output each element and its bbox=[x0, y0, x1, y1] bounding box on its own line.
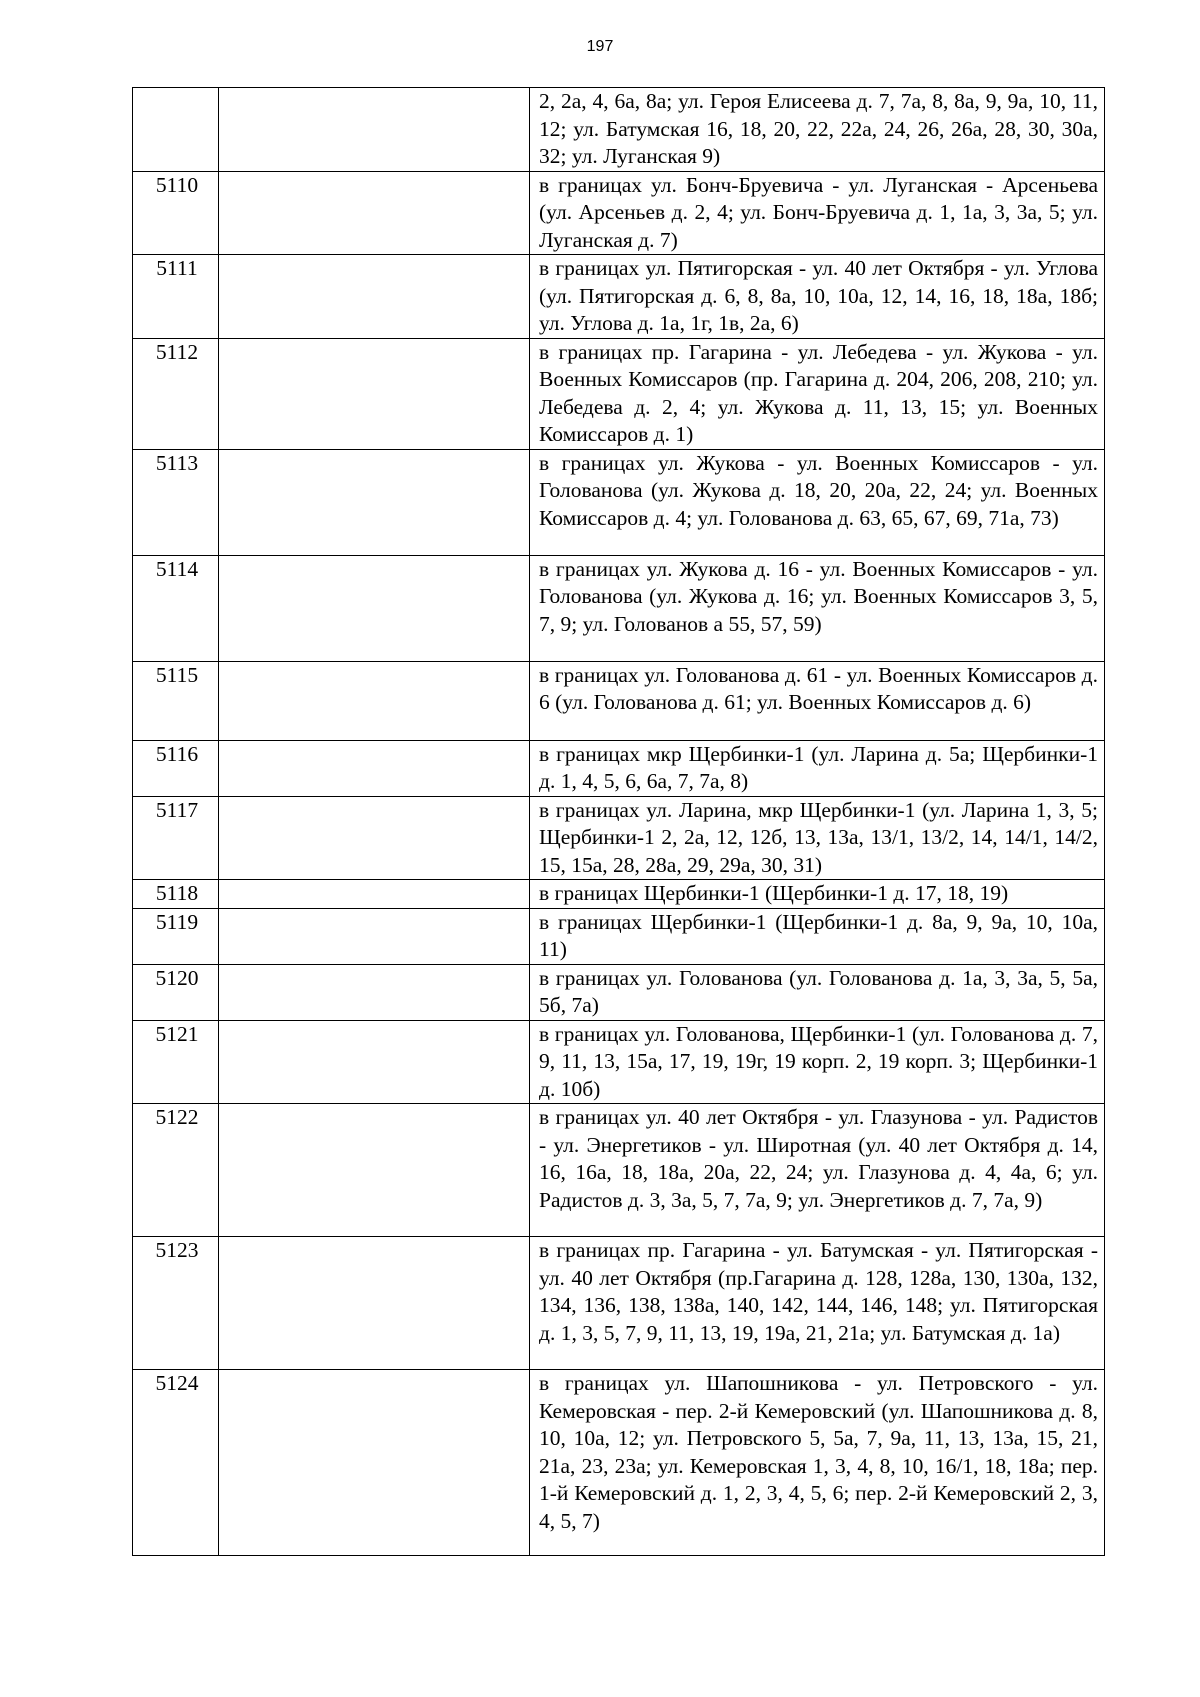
district-number: 5123 bbox=[133, 1237, 219, 1370]
district-number bbox=[133, 88, 219, 172]
district-center bbox=[219, 88, 530, 172]
table-row bbox=[133, 555, 1105, 661]
table-row bbox=[133, 449, 1105, 555]
district-center bbox=[219, 880, 530, 909]
table-row bbox=[133, 796, 1105, 880]
district-center bbox=[219, 255, 530, 339]
table-row bbox=[133, 171, 1105, 255]
district-boundaries: в границах ул. Жукова - ул. Военных Комиссаров - ул. Голованова (ул. Жукова д. 18, 20, 20а, 22, 24; ул. Военных Комиссаров д. 4; ул. Голованова д. 63, 65, 67, 69, 71а, 73) bbox=[530, 449, 1105, 555]
district-number: 5114 bbox=[133, 555, 219, 661]
district-number: 5122 bbox=[133, 1104, 219, 1237]
table-row bbox=[133, 880, 1105, 909]
district-number: 5121 bbox=[133, 1020, 219, 1104]
district-number: 5120 bbox=[133, 964, 219, 1020]
district-center bbox=[219, 661, 530, 740]
district-boundaries: в границах ул. 40 лет Октября - ул. Глазунова - ул. Радистов - ул. Энергетиков - ул. Широтная (ул. 40 лет Октября д. 14, 16, 16а, 18, 18а, 20а, 22, 24; ул. Глазунова д. 4, 4а, 6; ул. Радистов д. 3, 3а, 5, 7, 7а, 9; ул. Энергетиков д. 7, 7а, 9) bbox=[530, 1104, 1105, 1237]
district-center bbox=[219, 964, 530, 1020]
table-row bbox=[133, 255, 1105, 339]
district-number: 5113 bbox=[133, 449, 219, 555]
district-boundaries: в границах Щербинки-1 (Щербинки-1 д. 17, 18, 19) bbox=[530, 880, 1105, 909]
district-boundaries: в границах ул. Бонч-Бруевича - ул. Луганская - Арсеньева (ул. Арсеньев д. 2, 4; ул. Бонч-Бруевича д. 1, 1а, 3, 3а, 5; ул. Луганская д. 7) bbox=[530, 171, 1105, 255]
district-boundaries: в границах ул. Голованова д. 61 - ул. Военных Комиссаров д. 6 (ул. Голованова д. 61; ул. Военных Комиссаров д. 6) bbox=[530, 661, 1105, 740]
table-row bbox=[133, 1370, 1105, 1556]
district-center bbox=[219, 449, 530, 555]
district-boundaries: 2, 2а, 4, 6а, 8а; ул. Героя Елисеева д. 7, 7а, 8, 8а, 9, 9а, 10, 11, 12; ул. Батумская 16, 18, 20, 22, 22а, 24, 26, 26а, 28, 30, 30а, 32; ул. Луганская 9) bbox=[530, 88, 1105, 172]
district-center bbox=[219, 1370, 530, 1556]
district-number: 5118 bbox=[133, 880, 219, 909]
district-number: 5111 bbox=[133, 255, 219, 339]
district-number: 5124 bbox=[133, 1370, 219, 1556]
district-number: 5110 bbox=[133, 171, 219, 255]
page-number: 197 bbox=[586, 38, 614, 55]
table-row bbox=[133, 338, 1105, 449]
district-center bbox=[219, 908, 530, 964]
table-row bbox=[133, 88, 1105, 172]
district-center bbox=[219, 740, 530, 796]
district-number: 5119 bbox=[133, 908, 219, 964]
district-boundaries: в границах ул. Жукова д. 16 - ул. Военных Комиссаров - ул. Голованова (ул. Жукова д. 16; ул. Военных Комиссаров 3, 5, 7, 9; ул. Голованов а 55, 57, 59) bbox=[530, 555, 1105, 661]
polling-districts-table bbox=[132, 87, 1105, 1556]
district-center bbox=[219, 1237, 530, 1370]
district-center bbox=[219, 171, 530, 255]
table-row bbox=[133, 1237, 1105, 1370]
district-number: 5117 bbox=[133, 796, 219, 880]
district-boundaries: в границах ул. Голованова (ул. Голованова д. 1а, 3, 3а, 5, 5а, 5б, 7а) bbox=[530, 964, 1105, 1020]
district-number: 5112 bbox=[133, 338, 219, 449]
table-row bbox=[133, 740, 1105, 796]
district-center bbox=[219, 555, 530, 661]
district-center bbox=[219, 1104, 530, 1237]
district-boundaries: в границах мкр Щербинки-1 (ул. Ларина д. 5а; Щербинки-1 д. 1, 4, 5, 6, 6а, 7, 7а, 8) bbox=[530, 740, 1105, 796]
district-boundaries: в границах пр. Гагарина - ул. Лебедева - ул. Жукова - ул. Военных Комиссаров (пр. Гагарина д. 204, 206, 208, 210; ул. Лебедева д. 2, 4; ул. Жукова д. 11, 13, 15; ул. Военных Комиссаров д. 1) bbox=[530, 338, 1105, 449]
district-boundaries: в границах Щербинки-1 (Щербинки-1 д. 8а, 9, 9а, 10, 10а, 11) bbox=[530, 908, 1105, 964]
district-center bbox=[219, 796, 530, 880]
district-boundaries: в границах пр. Гагарина - ул. Батумская - ул. Пятигорская - ул. 40 лет Октября (пр.Гагарина д. 128, 128а, 130, 130а, 132, 134, 136, 138, 138а, 140, 142, 144, 146, 148; ул. Пятигорская д. 1, 3, 5, 7, 9, 11, 13, 19, 19а, 21, 21а; ул. Батумская д. 1а) bbox=[530, 1237, 1105, 1370]
district-boundaries: в границах ул. Голованова, Щербинки-1 (ул. Голованова д. 7, 9, 11, 13, 15а, 17, 19, 19г, 19 корп. 2, 19 корп. 3; Щербинки-1 д. 10б) bbox=[530, 1020, 1105, 1104]
district-number: 5116 bbox=[133, 740, 219, 796]
district-boundaries: в границах ул. Пятигорская - ул. 40 лет Октября - ул. Углова (ул. Пятигорская д. 6, 8, 8а, 10, 10а, 12, 14, 16, 18, 18а, 18б; ул. Углова д. 1а, 1г, 1в, 2а, 6) bbox=[530, 255, 1105, 339]
district-center bbox=[219, 1020, 530, 1104]
table-row bbox=[133, 1104, 1105, 1237]
table-row bbox=[133, 964, 1105, 1020]
district-boundaries: в границах ул. Ларина, мкр Щербинки-1 (ул. Ларина 1, 3, 5; Щербинки-1 2, 2а, 12, 12б, 13, 13а, 13/1, 13/2, 14, 14/1, 14/2, 15, 15а, 28, 28а, 29, 29а, 30, 31) bbox=[530, 796, 1105, 880]
district-boundaries: в границах ул. Шапошникова - ул. Петровского - ул. Кемеровская - пер. 2-й Кемеровский (ул. Шапошникова д. 8, 10, 10а, 12; ул. Петровского 5, 5а, 7, 9а, 11, 13, 13а, 15, 21, 21а, 23, 23а; ул. Кемеровская 1, 3, 4, 8, 10, 16/1, 18, 18а; пер. 1-й Кемеровский д. 1, 2, 3, 4, 5, 6; пер. 2-й Кемеровский 2, 3, 4, 5, 7) bbox=[530, 1370, 1105, 1556]
district-center bbox=[219, 338, 530, 449]
district-number: 5115 bbox=[133, 661, 219, 740]
table-row bbox=[133, 908, 1105, 964]
table-row bbox=[133, 1020, 1105, 1104]
table-row bbox=[133, 661, 1105, 740]
